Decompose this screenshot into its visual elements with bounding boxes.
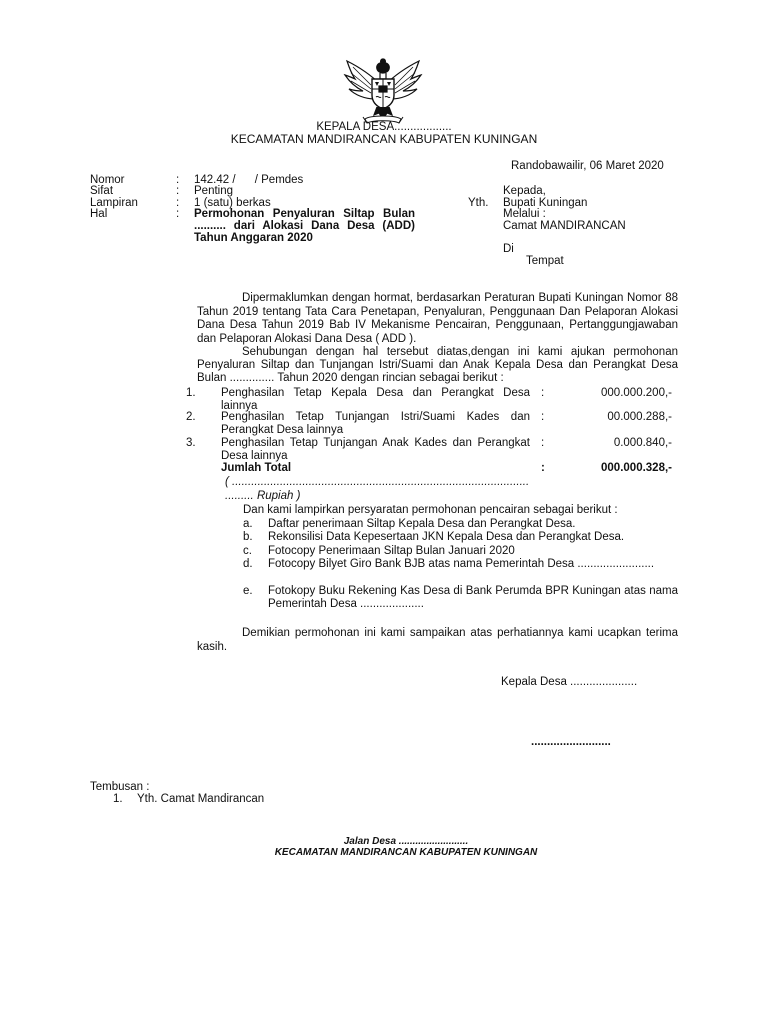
item-text: Penghasilan Tetap Tunjangan Istri/Suami Kades dan Perangkat Desa lainnya [221, 411, 530, 436]
meta-label-hal: Hal [90, 208, 108, 220]
item-colon: : [541, 437, 545, 449]
meta-value-hal: Permohonan Penyaluran Siltap Bulan .......... dari Alokasi Dana Desa (ADD) Tahun Anggaran 2020 [194, 208, 415, 244]
signature-name: ......................... [531, 736, 611, 748]
lampiran-letter: e. [243, 585, 253, 597]
meta-label-nomor: Nomor [90, 174, 125, 186]
terbilang-line-2: ......... Rupiah ) [225, 490, 301, 502]
lampiran-intro: Dan kami lampirkan persyaratan permohonan pencairan sebagai berikut : [243, 504, 618, 516]
recipient-kepada: Kepada, [503, 185, 546, 197]
lampiran-item: Fotokopy Buku Rekening Kas Desa di Bank Perumda BPR Kuningan atas nama Pemerintah Desa .................... [268, 585, 678, 610]
recipient-name: Bupati Kuningan [503, 197, 588, 209]
footer-address: Jalan Desa ......................... [343, 836, 469, 847]
terbilang-line-1: ( ............................................................................................. [225, 476, 530, 488]
tembusan-item: Yth. Camat Mandirancan [137, 793, 265, 805]
recipient-di: Di [503, 243, 514, 255]
lampiran-item: Fotocopy Penerimaan Siltap Bulan Januari 2020 [268, 545, 515, 557]
meta-value-sifat: Penting [194, 185, 234, 197]
tembusan-label: Tembusan : [90, 781, 150, 793]
item-text: Penghasilan Tetap Kepala Desa dan Perangkat Desa lainnya [221, 387, 530, 412]
lampiran-item: Rekonsilisi Data Kepesertaan JKN Kepala Desa dan Perangkat Desa. [268, 531, 625, 543]
meta-colon: : [176, 208, 180, 220]
recipient-melalui: Melalui : [503, 208, 546, 220]
header-title-1: KEPALA DESA.................. [316, 121, 452, 133]
lampiran-letter: b. [243, 531, 253, 543]
total-label: Jumlah Total [221, 462, 292, 474]
signature-title: Kepala Desa ..................... [501, 676, 638, 688]
item-amount: 00.000.288,- [607, 411, 672, 423]
tembusan-number: 1. [113, 793, 123, 805]
body-paragraph-1: Dipermaklumkan dengan hormat, berdasarkan Peraturan Bupati Kuningan Nomor 88 Tahun 2019 tentang Tata Cara Penetapan, Penyaluran, Penggunaan Dan Pelaporan Alokasi Dana Desa Tahun 2019 Bab IV Mekanisme Pencairan, Penggunaan, Pertanggungjawaban dan Pelaporan Alokasi Dana Desa ( ADD ). [197, 292, 678, 345]
item-number: 1. [186, 387, 196, 399]
item-number: 3. [186, 437, 196, 449]
total-colon: : [541, 462, 545, 474]
place-date: Randobawailir, 06 Maret 2020 [511, 160, 664, 172]
lampiran-letter: a. [243, 518, 253, 530]
item-number: 2. [186, 411, 196, 423]
closing-paragraph: Demikian permohonan ini kami sampaikan atas perhatiannya kami ucapkan terima kasih. [197, 627, 678, 653]
body-paragraph-2: Sehubungan dengan hal tersebut diatas,dengan ini kami ajukan permohonan Penyaluran Siltap dan Tunjangan Istri/Suami dan Anak Kepala Desa dan Perangkat Desa Bulan .............. Tahun 2020 dengan rincian sebagai berikut : [197, 346, 678, 384]
item-amount: 0.000.840,- [613, 437, 672, 449]
meta-value-nomor: 142.42 / / Pemdes [194, 174, 304, 186]
header-title-2: KECAMATAN MANDIRANCAN KABUPATEN KUNINGAN [230, 132, 538, 146]
garuda-emblem-icon [341, 55, 425, 125]
item-amount: 000.000.200,- [601, 387, 672, 399]
meta-colon: : [176, 185, 180, 197]
meta-label-lampiran: Lampiran [90, 197, 138, 209]
recipient-tempat: Tempat [526, 255, 564, 267]
meta-value-lampiran: 1 (satu) berkas [194, 197, 271, 209]
meta-colon: : [176, 174, 180, 186]
recipient-yth: Yth. [468, 197, 489, 209]
lampiran-item: Fotocopy Bilyet Giro Bank BJB atas nama Pemerintah Desa ........................ [268, 558, 655, 570]
lampiran-item: Daftar penerimaan Siltap Kepala Desa dan Perangkat Desa. [268, 518, 576, 530]
item-colon: : [541, 387, 545, 399]
meta-colon: : [176, 197, 180, 209]
item-text: Penghasilan Tetap Tunjangan Anak Kades dan Perangkat Desa lainnya [221, 437, 530, 462]
recipient-via: Camat MANDIRANCAN [503, 220, 626, 232]
item-colon: : [541, 411, 545, 423]
lampiran-letter: d. [243, 558, 253, 570]
meta-label-sifat: Sifat [90, 185, 114, 197]
total-amount: 000.000.328,- [601, 462, 672, 474]
lampiran-letter: c. [243, 545, 252, 557]
footer-region: KECAMATAN MANDIRANCAN KABUPATEN KUNINGAN [274, 847, 538, 858]
